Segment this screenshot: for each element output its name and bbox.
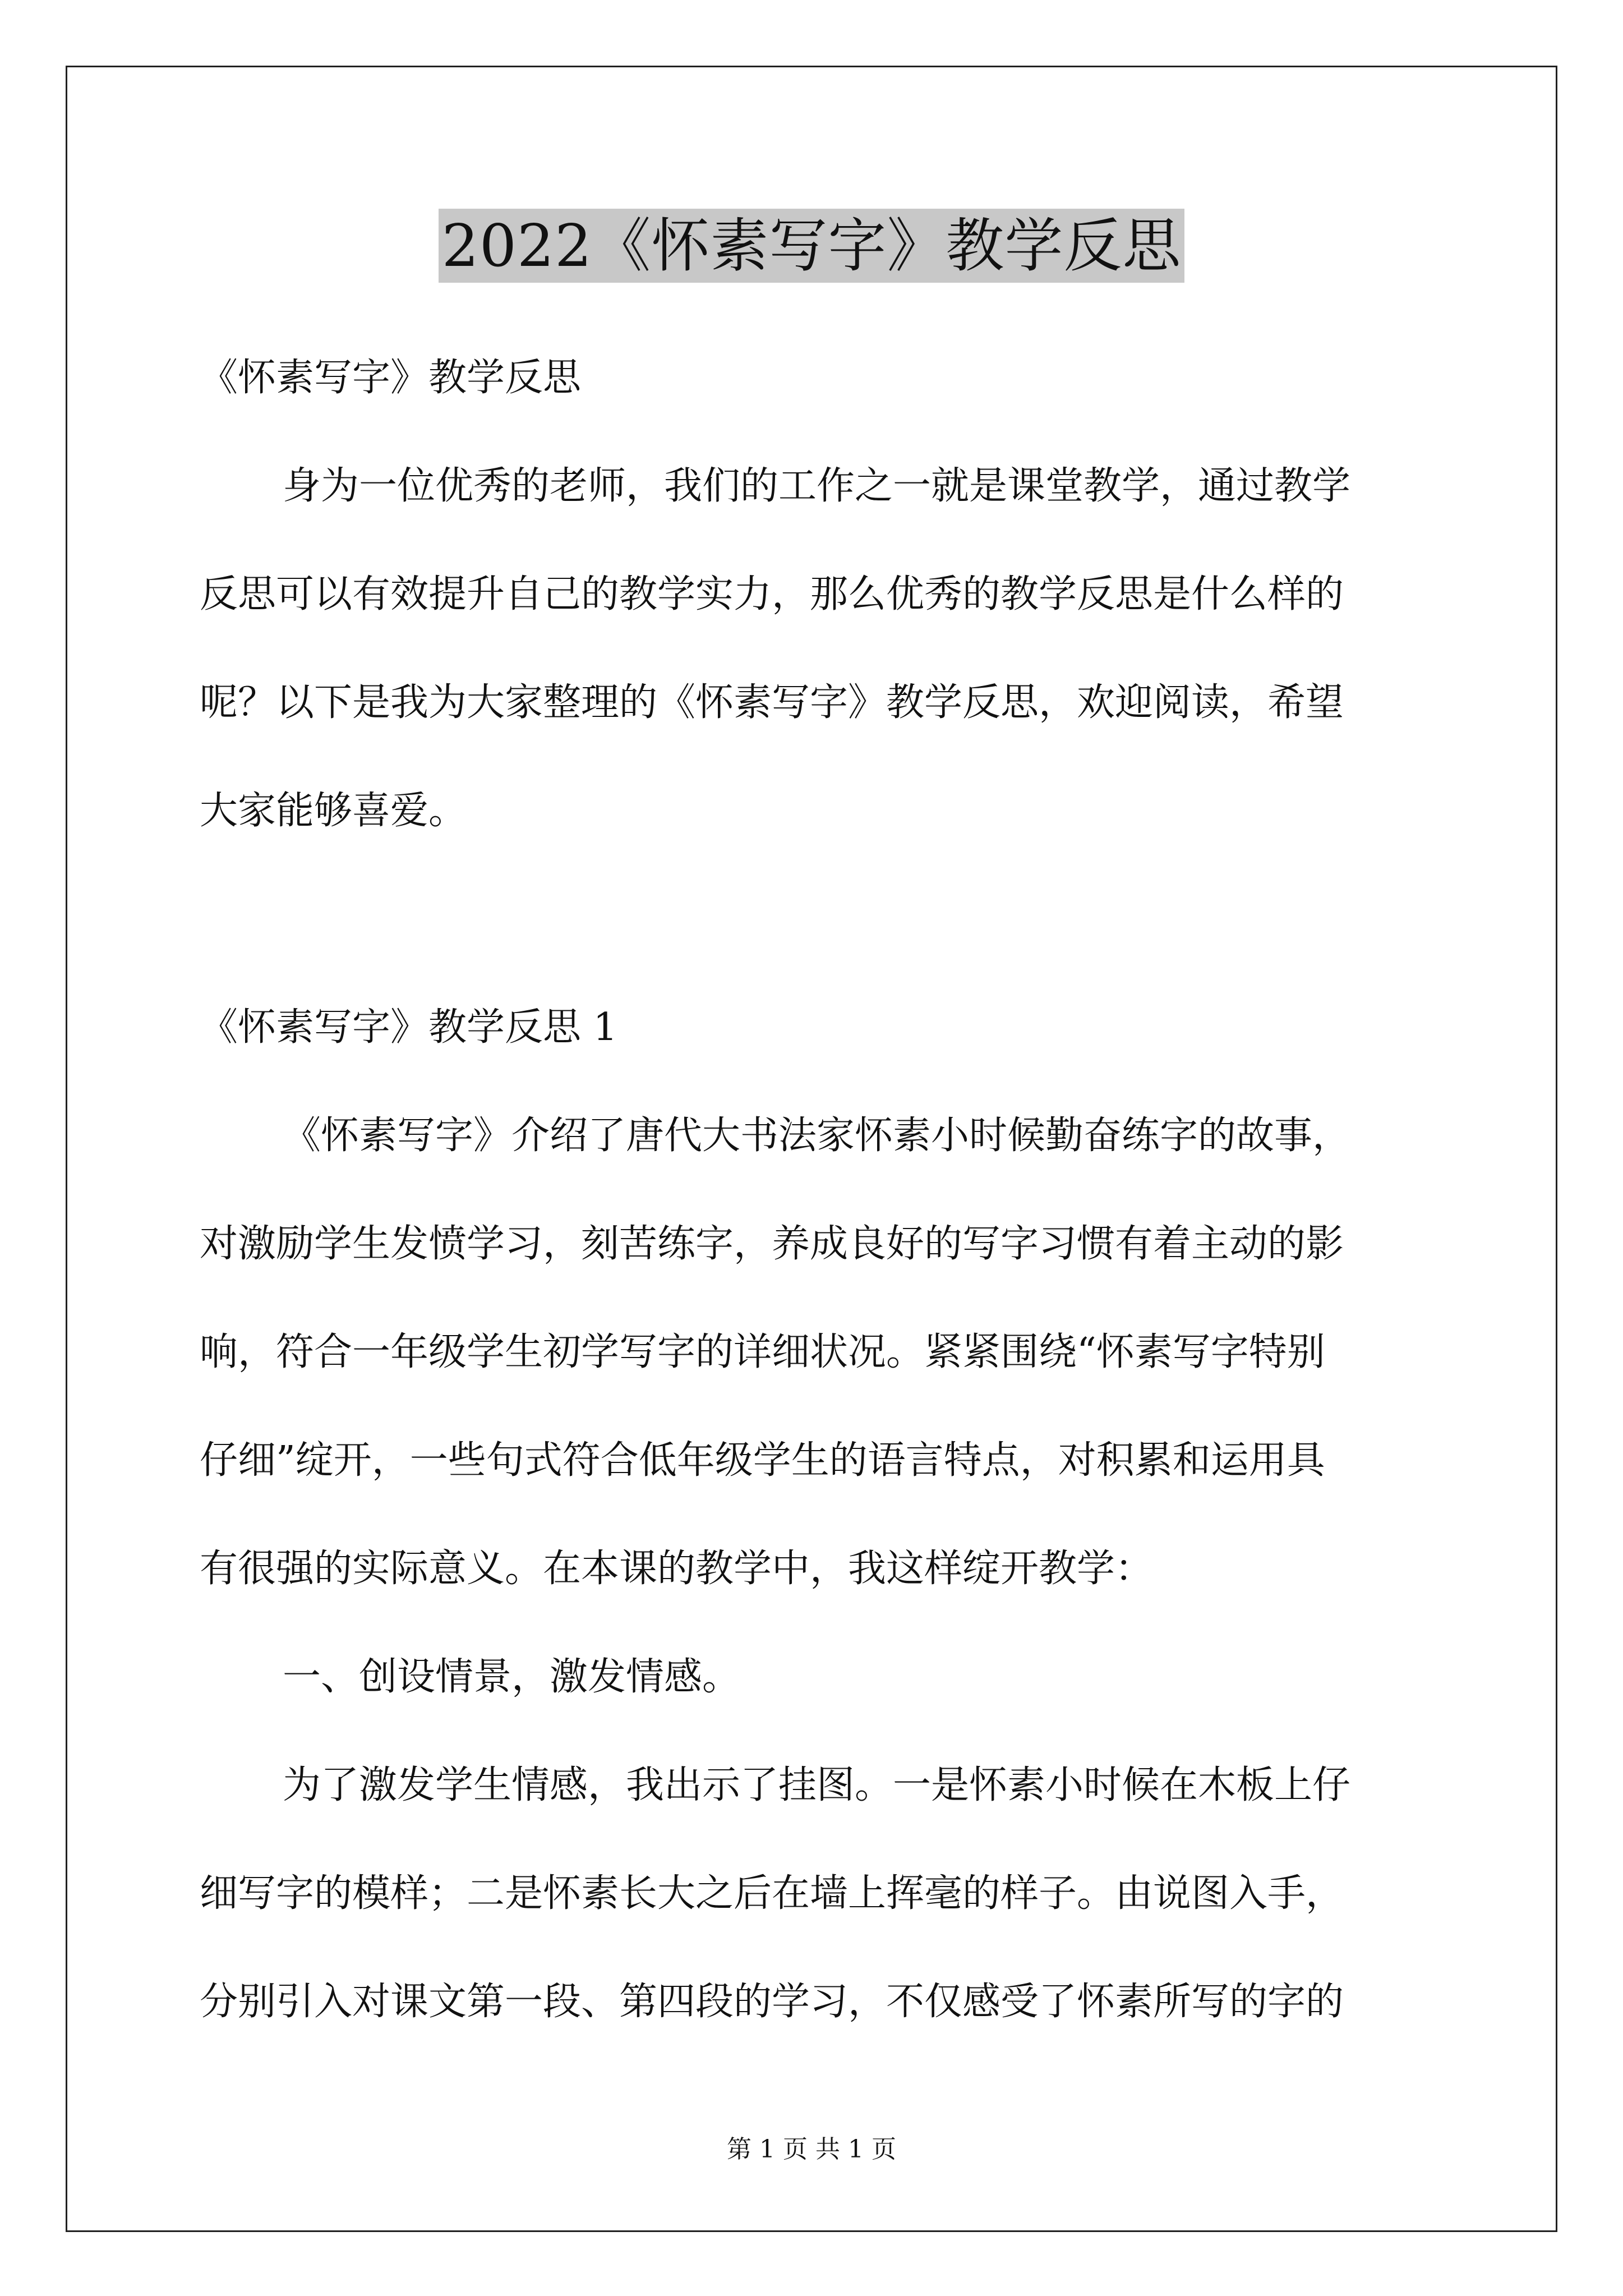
blank-line bbox=[200, 880, 1436, 988]
text-line: 分别引入对课文第一段、第四段的学习，不仅感受了怀素所写的字的 bbox=[200, 1980, 1344, 2024]
text-line: 《怀素写字》教学反思 bbox=[200, 356, 582, 400]
text-line: 反思可以有效提升自己的教学实力，那么优秀的教学反思是什么样的 bbox=[200, 572, 1344, 616]
page-number-footer: 第 1 页 共 1 页 bbox=[727, 2135, 896, 2164]
text-line: 有很强的实际意义。在本课的教学中，我这样绽开教学： bbox=[200, 1547, 1154, 1591]
text-line: 细写字的模样；二是怀素长大之后在墙上挥毫的样子。由说图入手， bbox=[200, 1871, 1344, 1916]
text-line: 呢？以下是我为大家整理的《怀素写字》教学反思，欢迎阅读，希望 bbox=[200, 680, 1344, 725]
text-line: 对激励学生发愤学习，刻苦练字，养成良好的写字习惯有着主动的影 bbox=[200, 1222, 1344, 1266]
section-heading: 《怀素写字》教学反思 1 bbox=[200, 1005, 617, 1050]
text-line: 《怀素写字》介绍了唐代大书法家怀素小时候勤奋练字的故事， bbox=[283, 1114, 1351, 1158]
text-line: 身为一位优秀的老师，我们的工作之一就是课堂教学，通过教学 bbox=[283, 464, 1351, 508]
text-line: 大家能够喜爱。 bbox=[200, 789, 467, 833]
text-line: 一、创设情景，激发情感。 bbox=[283, 1655, 741, 1699]
text-line: 仔细”绽开，一些句式符合低年级学生的语言特点，对积累和运用具 bbox=[200, 1438, 1325, 1483]
title-container bbox=[0, 209, 1623, 283]
document-body bbox=[200, 339, 1436, 2071]
document-title: 2022《怀素写字》教学反思 bbox=[439, 209, 1185, 283]
text-line: 为了激发学生情感，我出示了挂图。一是怀素小时候在木板上仔 bbox=[283, 1763, 1351, 1807]
text-line: 响，符合一年级学生初学写字的详细状况。紧紧围绕“怀素写字特别 bbox=[200, 1330, 1325, 1374]
